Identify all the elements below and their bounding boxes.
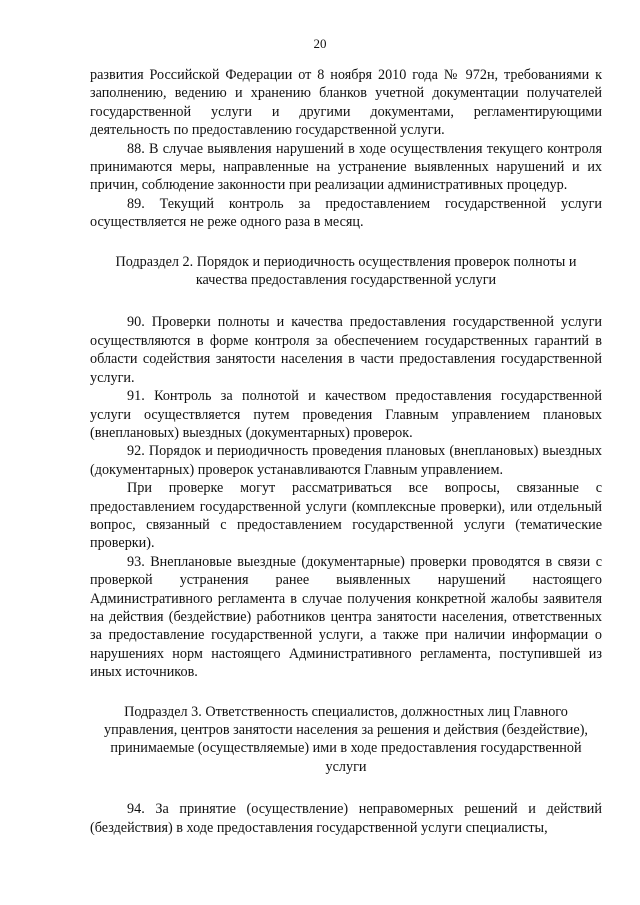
paragraph-88: 88. В случае выявления нарушений в ходе осуществления текущего контроля принимаются меры, направленные на устранение выявленных нарушений и их причин, соблюдение законности при реализации административных процедур. xyxy=(90,140,602,194)
paragraph-93: 93. Внеплановые выездные (документарные) проверки проводятся в связи с проверкой устранения ранее выявленных нарушений настоящего Административного регламента в случае получения конкретной жалобы заявителя на действия (бездействие) работников центра занятости населения, ответственных за предоставление государственной услуги, а также при наличии информации о нарушениях норм настоящего Административного регламента, поступившей из иных источников. xyxy=(90,553,602,681)
subsection-3-heading: Подраздел 3. Ответственность специалистов, должностных лиц Главного управления, центров занятости населения за решения и действия (бездействие), принимаемые (осуществляемые) ими в ходе предоставления государственной услуги xyxy=(104,703,588,775)
document-body xyxy=(90,66,602,837)
page-number: 20 xyxy=(313,36,327,51)
paragraph-continuation: развития Российской Федерации от 8 ноября 2010 года № 972н, требованиями к заполнению, ведению и хранению бланков учетной документации получателей государственной услуги и другими документами, регламентирующими деятельность по предоставлению государственной услуги. xyxy=(90,67,602,139)
paragraph-92-cont: При проверке могут рассматриваться все вопросы, связанные с предоставлением государственной услуги (комплексные проверки), или отдельный вопрос, связанный с предоставлением государственной услуги (тематические проверки). xyxy=(90,480,602,552)
subsection-2-heading: Подраздел 2. Порядок и периодичность осуществления проверок полноты и качества предоставления государственной услуги xyxy=(115,253,577,289)
paragraph-89: 89. Текущий контроль за предоставлением государственной услуги осуществляется не реже одного раза в месяц. xyxy=(90,195,602,231)
paragraph-91: 91. Контроль за полнотой и качеством предоставления государственной услуги осуществляется путем проведения Главным управлением плановых (внеплановых) выездных (документарных) проверок. xyxy=(90,388,602,441)
paragraph-90: 90. Проверки полноты и качества предоставления государственной услуги осуществляются в форме контроля за обеспечением государственных гарантий в области содействия занятости населения в части предоставления государственной услуги. xyxy=(90,314,602,386)
paragraph-92: 92. Порядок и периодичность проведения плановых (внеплановых) выездных (документарных) проверок устанавливаются Главным управлением. xyxy=(90,443,602,478)
paragraph-94: 94. За принятие (осуществление) неправомерных решений и действий (бездействия) в ходе предоставления государственной услуги специалисты, xyxy=(90,801,602,836)
